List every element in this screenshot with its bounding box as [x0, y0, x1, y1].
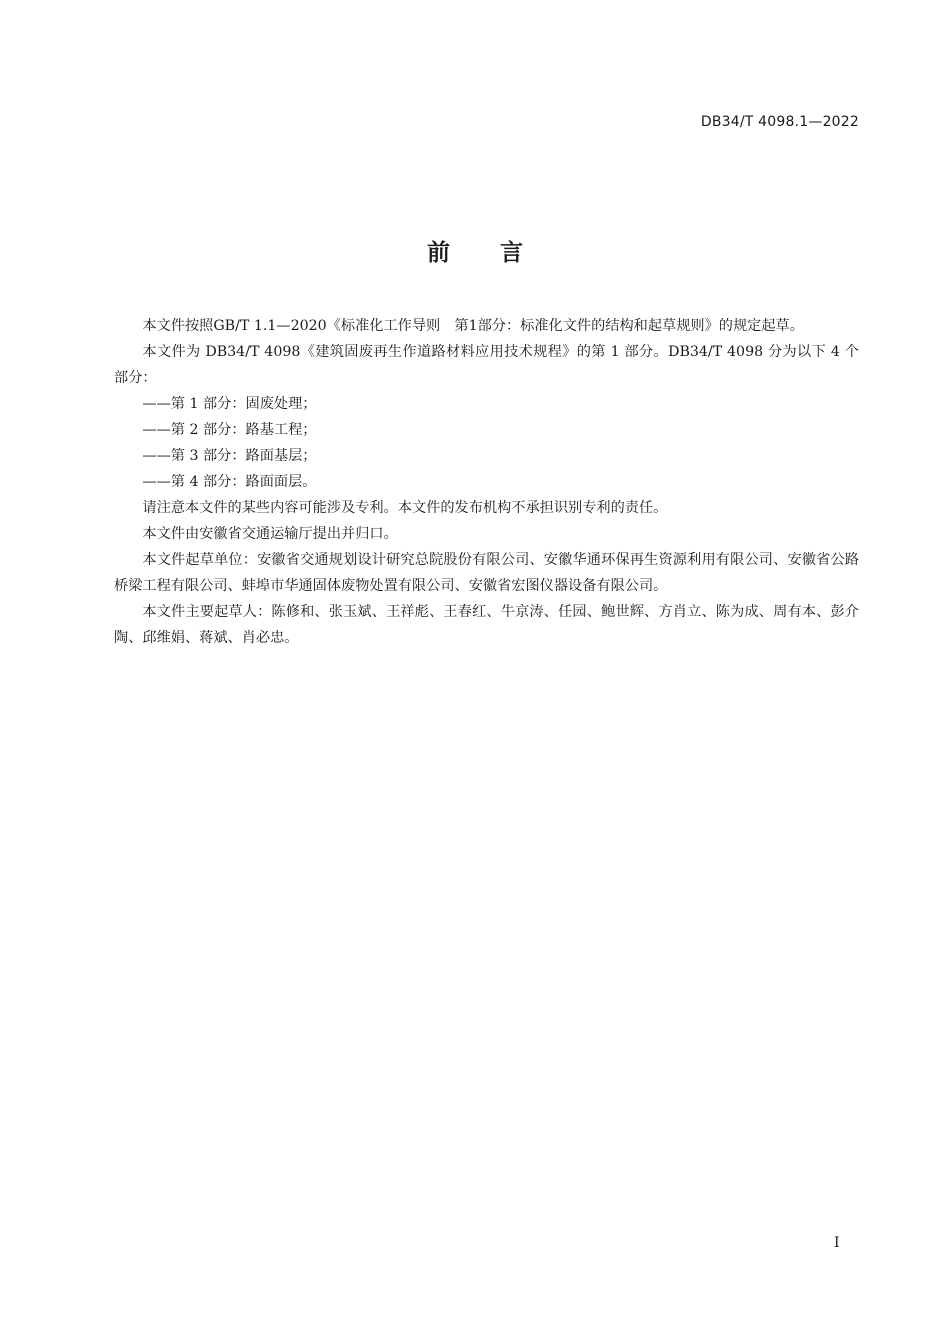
document-number: DB34/T 4098.1—2022 [700, 114, 859, 130]
foreword-body [114, 313, 859, 651]
page-title-char-1: 前 [427, 240, 450, 266]
paragraph-drafters: 本文件主要起草人：陈修和、张玉斌、王祥彪、王春红、牛京涛、任园、鲍世辉、方肖立、陈为成、周有本、彭介陶、邱维娟、蒋斌、肖必忠。 [114, 604, 859, 646]
paragraph-parts-overview: 本文件为 DB34/T 4098《建筑固废再生作道路材料应用技术规程》的第 1 部分。DB34/T 4098 分为以下 4 个部分： [114, 344, 859, 386]
page-title [0, 234, 950, 267]
paragraph-proposer: 本文件由安徽省交通运输厅提出并归口。 [142, 526, 398, 542]
page-number: I [834, 1235, 840, 1251]
paragraph-drafting-rules: 本文件按照GB/T 1.1—2020《标准化工作导则 第1部分：标准化文件的结构和起草规则》的规定起草。 [142, 318, 804, 334]
page-title-char-2: 言 [500, 240, 523, 266]
list-item-part-3: ——第 3 部分：路面基层； [142, 448, 317, 464]
list-item-part-2: ——第 2 部分：路基工程； [142, 422, 317, 438]
paragraph-patent-notice: 请注意本文件的某些内容可能涉及专利。本文件的发布机构不承担识别专利的责任。 [142, 500, 668, 516]
list-item-part-1: ——第 1 部分：固废处理； [142, 396, 317, 412]
paragraph-drafting-units: 本文件起草单位：安徽省交通规划设计研究总院股份有限公司、安徽华通环保再生资源利用有限公司、安徽省公路桥梁工程有限公司、蚌埠市华通固体废物处置有限公司、安徽省宏图仪器设备有限公司。 [114, 552, 859, 594]
list-item-part-4: ——第 4 部分：路面面层。 [142, 474, 317, 490]
